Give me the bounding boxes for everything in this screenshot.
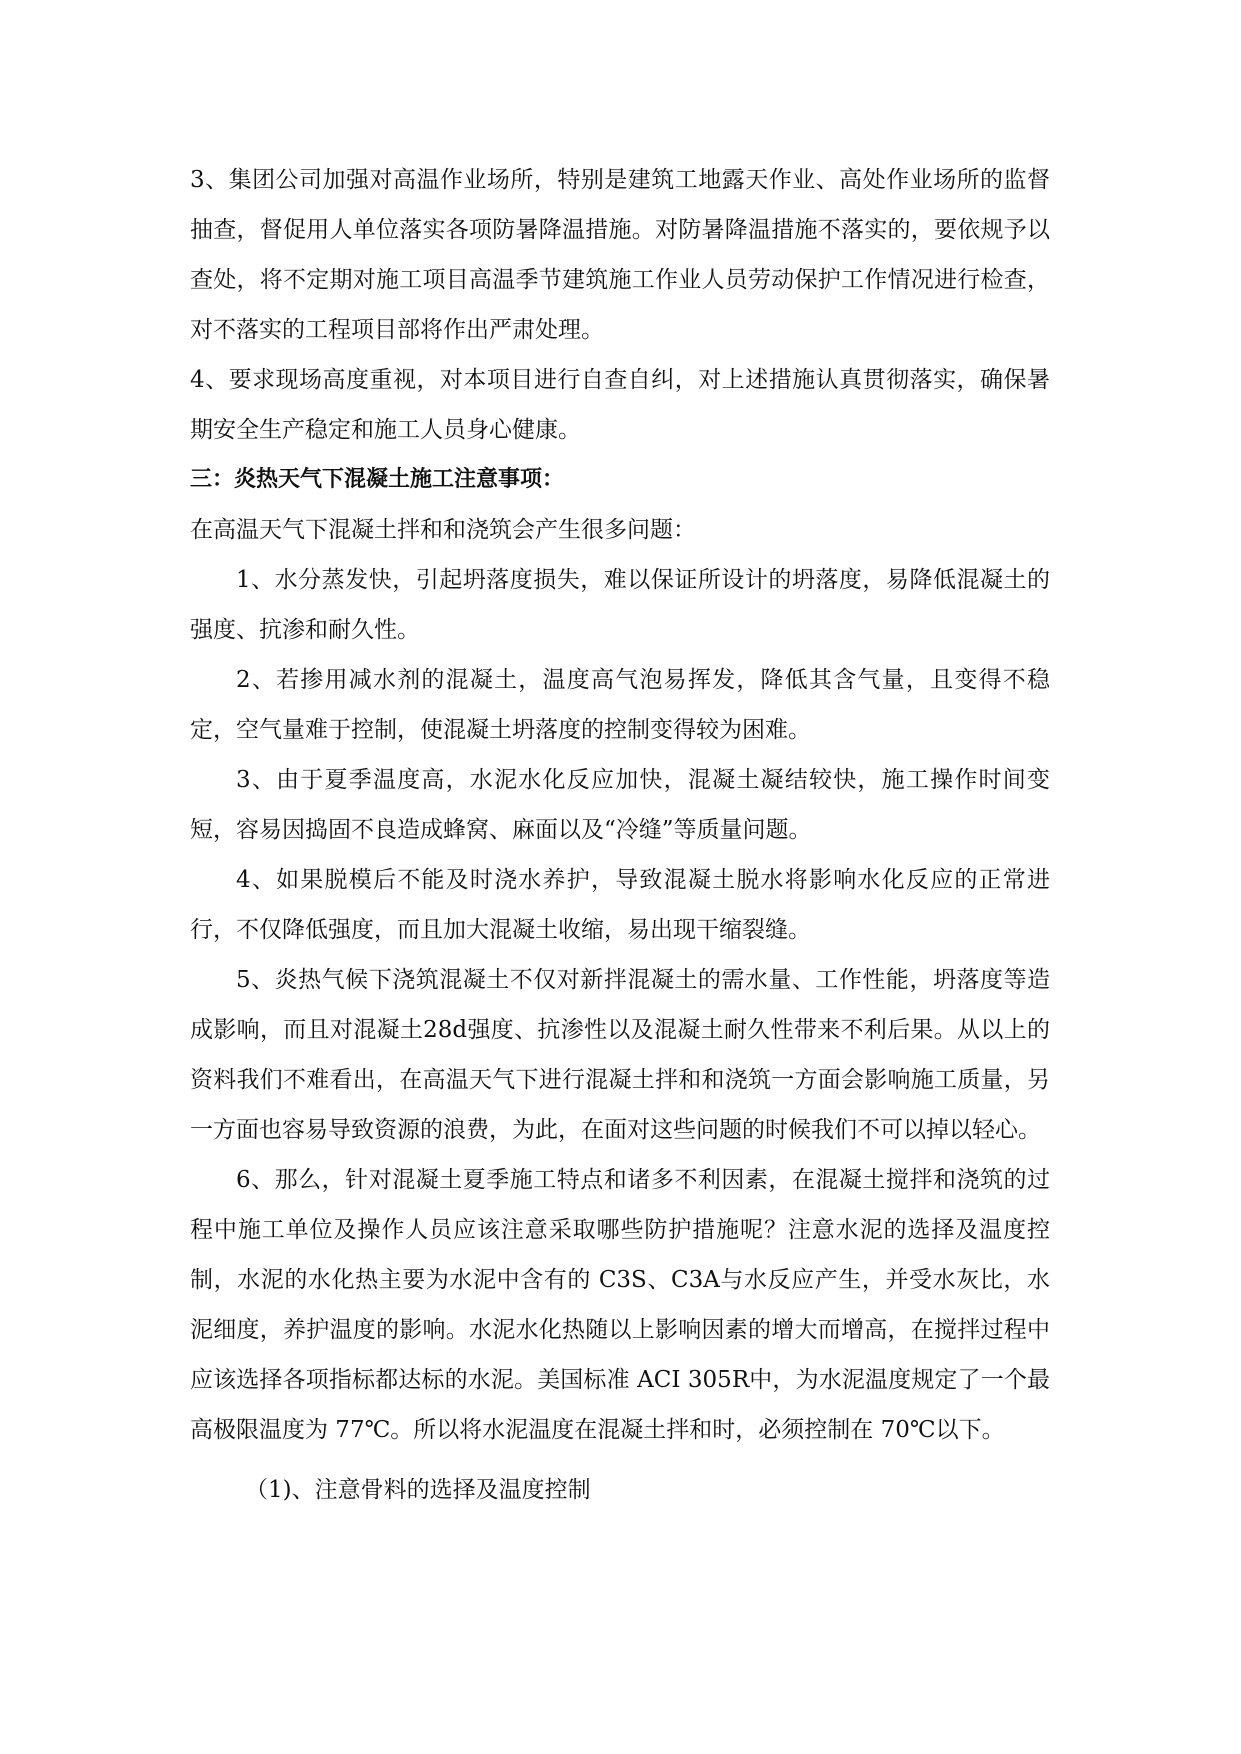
paragraph-item-4: 4、要求现场高度重视，对本项目进行自查自纠，对上述措施认真贯彻落实，确保暑期安全生产稳定和施工人员身心健康。 <box>190 367 1050 443</box>
paragraph-issue-1: 1、水分蒸发快，引起坍落度损失，难以保证所设计的坍落度，易降低混凝土的强度、抗渗和耐久性。 <box>190 567 1050 643</box>
paragraph-intro: 在高温天气下混凝土拌和和浇筑会产生很多问题： <box>190 517 696 543</box>
paragraph-issue-2: 2、若掺用减水剂的混凝土，温度高气泡易挥发，降低其含气量，且变得不稳定，空气量难于控制，使混凝土坍落度的控制变得较为困难。 <box>190 667 1050 743</box>
paragraph-issue-6: 6、那么，针对混凝土夏季施工特点和诸多不利因素，在混凝土搅拌和浇筑的过程中施工单位及操作人员应该注意采取哪些防护措施呢？注意水泥的选择及温度控制，水泥的水化热主要为水泥中含有的 C3S、C3A与水反应产生，并受水灰比，水泥细度，养护温度的影响。水泥水化热随以上影响因素的增大而增高，在搅拌过程中应该选择各项指标都达标的水泥。美国标准 ACI 305R中，为水泥温度规定了一个最高极限温度为 77℃。所以将水泥温度在混凝土拌和时，必须控制在 70℃以下。 <box>190 1167 1050 1443</box>
paragraph-issue-5: 5、炎热气候下浇筑混凝土不仅对新拌混凝土的需水量、工作性能，坍落度等造成影响，而且对混凝土28d强度、抗渗性以及混凝土耐久性带来不利后果。从以上的资料我们不难看出，在高温天气下进行混凝土拌和和浇筑一方面会影响施工质量，另一方面也容易导致资源的浪费，为此，在面对这些问题的时候我们不可以掉以轻心。 <box>190 967 1050 1143</box>
document-body <box>190 155 1050 1515</box>
paragraph-issue-4: 4、如果脱模后不能及时浇水养护，导致混凝土脱水将影响水化反应的正常进行，不仅降低强度，而且加大混凝土收缩，易出现干缩裂缝。 <box>190 867 1050 943</box>
paragraph-sub-1: （1)、注意骨料的选择及温度控制 <box>245 1477 591 1503</box>
section-heading: 三：炎热天气下混凝土施工注意事项： <box>190 467 565 492</box>
paragraph-item-3: 3、集团公司加强对高温作业场所，特别是建筑工地露天作业、高处作业场所的监督抽查，督促用人单位落实各项防暑降温措施。对防暑降温措施不落实的，要依规予以查处，将不定期对施工项目高温季节建筑施工作业人员劳动保护工作情况进行检查，对不落实的工程项目部将作出严肃处理。 <box>190 167 1050 343</box>
paragraph-issue-3: 3、由于夏季温度高，水泥水化反应加快，混凝土凝结较快，施工操作时间变短，容易因捣固不良造成蜂窝、麻面以及“冷缝”等质量问题。 <box>190 767 1050 843</box>
